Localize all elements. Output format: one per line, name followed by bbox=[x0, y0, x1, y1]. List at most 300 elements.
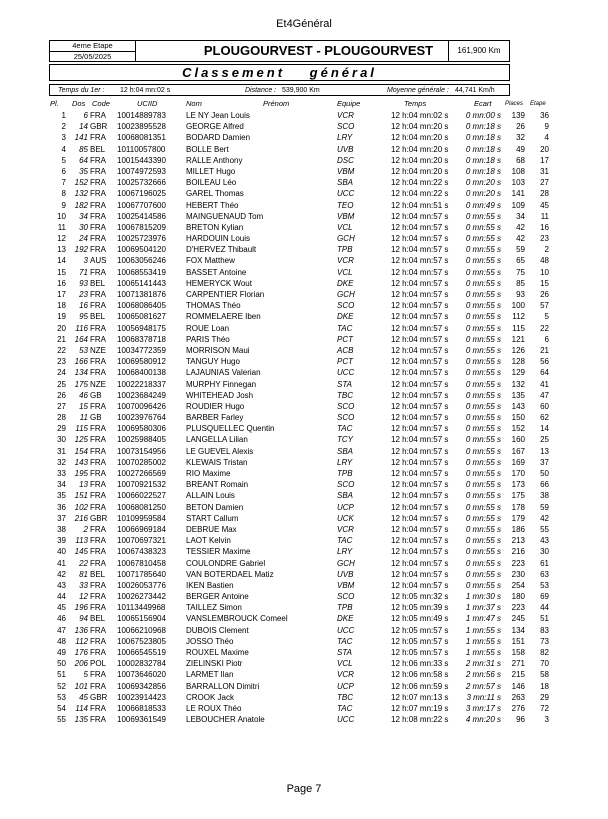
time-gap: 0 mn:00 s bbox=[465, 111, 501, 120]
uci-id: 10070285002 bbox=[117, 457, 166, 467]
bib: 34 bbox=[79, 211, 88, 221]
bib: 141 bbox=[74, 133, 88, 143]
country-code: FRA bbox=[90, 189, 106, 199]
total-time: 12 h:04 mn:57 s bbox=[391, 379, 449, 389]
stage-rank: 50 bbox=[540, 469, 549, 478]
stage-rank: 82 bbox=[540, 648, 549, 657]
team-code: UCC bbox=[337, 715, 355, 725]
bib: 143 bbox=[74, 457, 88, 467]
uci-id: 10068378718 bbox=[117, 334, 166, 344]
table-row bbox=[0, 367, 608, 378]
time-gap: 0 mn:55 s bbox=[465, 524, 501, 534]
uci-id: 10025723976 bbox=[117, 234, 166, 244]
bib: 35 bbox=[79, 166, 88, 176]
winner-time-label: Temps du 1er : bbox=[58, 87, 105, 94]
team-code: SCO bbox=[337, 480, 355, 490]
bib: 125 bbox=[74, 435, 88, 445]
uci-id: 10067438323 bbox=[117, 547, 166, 557]
col-uciid: UCIID bbox=[137, 99, 158, 108]
rider-name: COULONDRE Gabriel bbox=[186, 558, 266, 568]
bib: 134 bbox=[74, 368, 88, 378]
bib: 11 bbox=[79, 413, 88, 423]
places-points: 271 bbox=[511, 659, 525, 669]
total-distance: 539,900 Km bbox=[282, 87, 320, 94]
country-code: FRA bbox=[90, 290, 106, 299]
time-gap: 0 mn:55 s bbox=[465, 379, 501, 389]
team-code: VCL bbox=[337, 222, 353, 232]
table-row bbox=[0, 580, 608, 591]
team-code: VCR bbox=[337, 256, 354, 266]
uci-id: 10023914423 bbox=[117, 692, 166, 702]
total-time: 12 h:04 mn:57 s bbox=[391, 424, 449, 434]
table-row bbox=[0, 468, 608, 479]
col-pl: Pl. bbox=[50, 99, 59, 108]
table-row bbox=[0, 502, 608, 513]
rank: 31 bbox=[57, 446, 66, 456]
rider-name: WHITEHEAD Josh bbox=[186, 390, 254, 400]
places-points: 146 bbox=[511, 681, 525, 691]
total-time: 12 h:04 mn:22 s bbox=[391, 178, 449, 188]
rank: 32 bbox=[57, 457, 66, 467]
table-row bbox=[0, 692, 608, 703]
bib: 16 bbox=[79, 301, 88, 311]
stage-rank: 6 bbox=[544, 334, 549, 344]
rider-name: RIO Maxime bbox=[186, 469, 231, 478]
places-points: 108 bbox=[511, 166, 525, 176]
team-code: LRY bbox=[337, 133, 353, 143]
bib: 95 bbox=[79, 312, 88, 322]
time-gap: 0 mn:55 s bbox=[465, 513, 501, 523]
bib: 3 bbox=[83, 256, 88, 266]
uci-id: 10067815209 bbox=[117, 222, 166, 232]
stage-rank: 25 bbox=[540, 435, 549, 445]
time-gap: 1 mn:55 s bbox=[465, 636, 501, 646]
time-gap: 0 mn:55 s bbox=[465, 256, 501, 266]
team-code: PCT bbox=[337, 334, 353, 344]
stage-rank: 23 bbox=[540, 234, 549, 244]
stage-rank: 62 bbox=[540, 413, 549, 423]
team-code: DKE bbox=[337, 278, 354, 288]
stage-rank: 44 bbox=[540, 603, 549, 613]
country-code: FRA bbox=[90, 603, 106, 613]
time-gap: 0 mn:18 s bbox=[465, 144, 501, 154]
col-ecart: Ecart bbox=[474, 99, 492, 108]
rank: 9 bbox=[61, 200, 66, 210]
stage-rank: 27 bbox=[540, 178, 549, 188]
uci-id: 10067196025 bbox=[117, 189, 166, 199]
rank: 37 bbox=[57, 513, 66, 523]
team-code: VCL bbox=[337, 267, 353, 277]
time-gap: 0 mn:55 s bbox=[465, 301, 501, 311]
rider-name: TESSIER Maxime bbox=[186, 547, 251, 557]
rider-name: ROMMELAERE Iben bbox=[186, 312, 261, 322]
bib: 195 bbox=[74, 469, 88, 478]
stage-rank: 73 bbox=[540, 636, 549, 646]
total-time: 12 h:04 mn:57 s bbox=[391, 323, 449, 333]
bib: 5 bbox=[83, 670, 88, 680]
rank: 5 bbox=[61, 155, 66, 165]
total-time: 12 h:04 mn:57 s bbox=[391, 368, 449, 378]
rider-name: KLEWAIS Tristan bbox=[186, 457, 248, 467]
country-code: FRA bbox=[90, 368, 106, 378]
country-code: FRA bbox=[90, 625, 106, 635]
country-code: FRA bbox=[90, 670, 106, 680]
table-row bbox=[0, 211, 608, 222]
team-code: GCH bbox=[337, 290, 355, 299]
places-points: 180 bbox=[511, 592, 525, 602]
table-row bbox=[0, 434, 608, 445]
places-points: 158 bbox=[511, 648, 525, 657]
places-points: 128 bbox=[511, 357, 525, 367]
uci-id: 10069504120 bbox=[117, 245, 166, 255]
places-points: 254 bbox=[511, 580, 525, 590]
time-gap: 0 mn:55 s bbox=[465, 357, 501, 367]
team-code: SBA bbox=[337, 491, 354, 501]
stage-rank: 16 bbox=[540, 222, 549, 232]
rider-name: D'HERVEZ Thibault bbox=[186, 245, 257, 255]
rider-name: MURPHY Finnegan bbox=[186, 379, 257, 389]
places-points: 115 bbox=[512, 323, 525, 333]
country-code: FRA bbox=[90, 558, 106, 568]
stage-rank: 58 bbox=[540, 670, 549, 680]
table-row bbox=[0, 602, 608, 613]
time-gap: 0 mn:55 s bbox=[465, 401, 501, 411]
rank: 47 bbox=[57, 625, 66, 635]
table-row bbox=[0, 524, 608, 535]
rider-name: LE NY Jean Louis bbox=[186, 111, 250, 120]
country-code: FRA bbox=[90, 580, 106, 590]
stage-rank: 17 bbox=[540, 155, 549, 165]
stage-rank: 22 bbox=[540, 323, 549, 333]
time-gap: 2 mn:57 s bbox=[465, 681, 501, 691]
bib: 22 bbox=[79, 558, 88, 568]
total-time: 12 h:04 mn:57 s bbox=[391, 457, 449, 467]
time-gap: 0 mn:55 s bbox=[465, 390, 501, 400]
bib: 101 bbox=[74, 681, 88, 691]
table-row bbox=[0, 289, 608, 300]
time-gap: 0 mn:55 s bbox=[465, 368, 501, 378]
places-points: 126 bbox=[511, 345, 525, 355]
rank: 11 bbox=[57, 222, 66, 232]
stage-rank: 55 bbox=[540, 524, 549, 534]
time-gap: 0 mn:55 s bbox=[465, 345, 501, 355]
uci-id: 10066022527 bbox=[117, 491, 166, 501]
country-code: GBR bbox=[90, 122, 108, 132]
country-code: FRA bbox=[90, 547, 106, 557]
rider-name: LAOT Kelvin bbox=[186, 536, 231, 546]
country-code: FRA bbox=[90, 133, 106, 143]
country-code: FRA bbox=[90, 245, 106, 255]
stage-rank: 31 bbox=[540, 166, 549, 176]
total-time: 12 h:04 mn:57 s bbox=[391, 357, 449, 367]
stage-rank: 20 bbox=[540, 144, 549, 154]
places-points: 100 bbox=[511, 301, 525, 311]
places-points: 186 bbox=[511, 524, 525, 534]
rider-name: TANGUY Hugo bbox=[186, 357, 240, 367]
rank: 38 bbox=[57, 524, 66, 534]
places-points: 167 bbox=[511, 446, 525, 456]
team-code: UVB bbox=[337, 569, 354, 579]
rank: 21 bbox=[57, 334, 66, 344]
classification-table bbox=[0, 110, 608, 725]
stage-rank: 37 bbox=[540, 457, 549, 467]
uci-id: 10026273442 bbox=[117, 592, 166, 602]
rank: 55 bbox=[57, 715, 66, 725]
rank: 1 bbox=[61, 111, 66, 120]
places-points: 150 bbox=[511, 413, 525, 423]
team-code: UCK bbox=[337, 513, 354, 523]
stage-rank: 5 bbox=[544, 312, 549, 322]
time-gap: 0 mn:18 s bbox=[465, 133, 501, 143]
uci-id: 10068086405 bbox=[117, 301, 166, 311]
rank: 10 bbox=[57, 211, 66, 221]
stage-rank: 63 bbox=[540, 569, 549, 579]
places-points: 263 bbox=[511, 692, 525, 702]
rider-name: THOMAS Théo bbox=[186, 301, 241, 311]
places-points: 26 bbox=[516, 122, 525, 132]
time-gap: 0 mn:55 s bbox=[465, 334, 501, 344]
table-row bbox=[0, 110, 608, 121]
stage-rank: 14 bbox=[540, 424, 549, 434]
team-code: VCL bbox=[337, 659, 353, 669]
total-time: 12 h:04 mn:57 s bbox=[391, 345, 449, 355]
team-code: SCO bbox=[337, 301, 355, 311]
total-time: 12 h:04 mn:57 s bbox=[391, 491, 449, 501]
time-gap: 0 mn:55 s bbox=[465, 424, 501, 434]
total-time: 12 h:05 mn:57 s bbox=[391, 625, 449, 635]
stage-rank: 42 bbox=[540, 513, 549, 523]
table-row bbox=[0, 300, 608, 311]
stage-rank: 53 bbox=[540, 580, 549, 590]
table-row bbox=[0, 323, 608, 334]
places-points: 121 bbox=[511, 334, 525, 344]
uci-id: 10066818533 bbox=[117, 703, 166, 713]
rank: 44 bbox=[57, 592, 66, 602]
places-points: 103 bbox=[511, 178, 525, 188]
rider-name: LE GUEVEL Alexis bbox=[186, 446, 254, 456]
table-row bbox=[0, 334, 608, 345]
rider-name: HARDOUIN Louis bbox=[186, 234, 251, 244]
country-code: GB bbox=[90, 390, 102, 400]
bib: 33 bbox=[79, 580, 88, 590]
country-code: FRA bbox=[90, 681, 106, 691]
places-points: 223 bbox=[511, 558, 525, 568]
bib: 24 bbox=[79, 234, 88, 244]
places-points: 85 bbox=[516, 278, 525, 288]
total-time: 12 h:05 mn:57 s bbox=[391, 648, 449, 657]
places-points: 75 bbox=[516, 267, 525, 277]
total-time: 12 h:04 mn:51 s bbox=[391, 200, 449, 210]
stage-rank: 10 bbox=[540, 267, 549, 277]
stage-rank: 3 bbox=[544, 715, 549, 725]
total-time: 12 h:04 mn:57 s bbox=[391, 413, 449, 423]
rider-name: BASSET Antoine bbox=[186, 267, 247, 277]
rider-name: LE ROUX Théo bbox=[186, 703, 242, 713]
rank: 20 bbox=[57, 323, 66, 333]
table-row bbox=[0, 625, 608, 636]
rank: 33 bbox=[57, 469, 66, 478]
places-points: 42 bbox=[516, 234, 525, 244]
total-time: 12 h:04 mn:57 s bbox=[391, 301, 449, 311]
table-row bbox=[0, 569, 608, 580]
team-code: TBC bbox=[337, 692, 353, 702]
total-time: 12 h:04 mn:57 s bbox=[391, 480, 449, 490]
summary-bar bbox=[49, 84, 510, 96]
places-points: 276 bbox=[511, 703, 525, 713]
stage-rank: 2 bbox=[544, 245, 549, 255]
stage-rank: 26 bbox=[540, 290, 549, 299]
rank: 6 bbox=[61, 166, 66, 176]
team-code: VBM bbox=[337, 166, 355, 176]
uci-id: 10034772359 bbox=[117, 345, 166, 355]
bib: 102 bbox=[74, 502, 88, 512]
total-time: 12 h:04 mn:57 s bbox=[391, 569, 449, 579]
places-points: 96 bbox=[516, 715, 525, 725]
total-time: 12 h:04 mn:20 s bbox=[391, 166, 449, 176]
table-row bbox=[0, 613, 608, 624]
bib: 114 bbox=[75, 703, 88, 713]
team-code: SBA bbox=[337, 178, 354, 188]
col-temps: Temps bbox=[404, 99, 427, 108]
table-row bbox=[0, 446, 608, 457]
bib: 30 bbox=[79, 222, 88, 232]
time-gap: 3 mn:17 s bbox=[465, 703, 501, 713]
total-time: 12 h:04 mn:57 s bbox=[391, 390, 449, 400]
stage-rank: 18 bbox=[540, 681, 549, 691]
total-time: 12 h:04 mn:57 s bbox=[391, 580, 449, 590]
places-points: 152 bbox=[511, 424, 525, 434]
rider-name: PLUSQUELLEC Quentin bbox=[186, 424, 275, 434]
rider-name: CROOK Jack bbox=[186, 692, 235, 702]
team-code: SBA bbox=[337, 446, 354, 456]
team-code: SCO bbox=[337, 122, 355, 132]
time-gap: 0 mn:55 s bbox=[465, 446, 501, 456]
team-code: TPB bbox=[337, 603, 353, 613]
rider-name: TAILLEZ Simon bbox=[186, 603, 242, 613]
bib: 2 bbox=[83, 524, 88, 534]
rider-name: BARBER Farley bbox=[186, 413, 244, 423]
total-time: 12 h:04 mn:57 s bbox=[391, 524, 449, 534]
country-code: FRA bbox=[90, 648, 106, 657]
places-points: 175 bbox=[511, 491, 525, 501]
stage-rank: 38 bbox=[540, 491, 549, 501]
time-gap: 1 mn:30 s bbox=[465, 592, 501, 602]
table-row bbox=[0, 233, 608, 244]
rider-name: LEBOUCHER Anatole bbox=[186, 715, 265, 725]
uci-id: 10023684249 bbox=[117, 390, 166, 400]
bib: 145 bbox=[74, 547, 88, 557]
uci-id: 10065081627 bbox=[117, 312, 166, 322]
team-code: TCY bbox=[337, 435, 353, 445]
time-gap: 0 mn:55 s bbox=[465, 547, 501, 557]
winner-time: 12 h:04 mn:02 s bbox=[120, 87, 171, 94]
country-code: GBR bbox=[90, 513, 108, 523]
places-points: 141 bbox=[511, 189, 525, 199]
col-code: Code bbox=[92, 99, 110, 108]
stage-rank: 21 bbox=[540, 345, 549, 355]
rider-name: RALLE Anthony bbox=[186, 155, 243, 165]
team-code: UCP bbox=[337, 502, 354, 512]
table-row bbox=[0, 278, 608, 289]
table-row bbox=[0, 166, 608, 177]
uci-id: 10071785640 bbox=[117, 569, 166, 579]
country-code: BEL bbox=[90, 614, 106, 624]
total-time: 12 h:04 mn:57 s bbox=[391, 547, 449, 557]
team-code: TPB bbox=[337, 245, 353, 255]
bib: 206 bbox=[74, 659, 88, 669]
country-code: NZE bbox=[90, 379, 106, 389]
rank: 54 bbox=[57, 703, 66, 713]
country-code: FRA bbox=[90, 155, 106, 165]
team-code: UVB bbox=[337, 144, 354, 154]
places-points: 65 bbox=[516, 256, 525, 266]
uci-id: 10027266569 bbox=[117, 469, 166, 478]
country-code: POL bbox=[90, 659, 107, 669]
country-code: FRA bbox=[90, 111, 106, 120]
rank: 42 bbox=[57, 569, 66, 579]
total-time: 12 h:04 mn:22 s bbox=[391, 189, 449, 199]
page-number: Page 7 bbox=[286, 783, 322, 795]
rank: 50 bbox=[57, 659, 66, 669]
time-gap: 3 mn:11 s bbox=[466, 692, 501, 702]
country-code: FRA bbox=[90, 480, 106, 490]
rider-name: GAREL Thomas bbox=[186, 189, 244, 199]
total-time: 12 h:04 mn:57 s bbox=[391, 469, 449, 478]
rider-name: BREANT Romain bbox=[186, 480, 249, 490]
bib: 64 bbox=[79, 155, 88, 165]
table-row bbox=[0, 267, 608, 278]
total-time: 12 h:04 mn:57 s bbox=[391, 234, 449, 244]
places-points: 173 bbox=[511, 480, 525, 490]
rank: 43 bbox=[57, 580, 66, 590]
places-points: 59 bbox=[516, 245, 525, 255]
time-gap: 0 mn:55 s bbox=[465, 536, 501, 546]
uci-id: 10070697321 bbox=[117, 536, 166, 546]
stage-rank: 47 bbox=[540, 390, 549, 400]
total-time: 12 h:04 mn:20 s bbox=[391, 144, 449, 154]
stage-rank: 45 bbox=[540, 200, 549, 210]
rider-name: CARPENTIER Florian bbox=[186, 290, 265, 299]
table-row bbox=[0, 345, 608, 356]
total-time: 12 h:07 mn:13 s bbox=[391, 692, 449, 702]
table-row bbox=[0, 255, 608, 266]
country-code: FRA bbox=[90, 334, 106, 344]
stage-rank: 83 bbox=[540, 625, 549, 635]
uci-id: 10015443390 bbox=[117, 155, 166, 165]
time-gap: 4 mn:20 s bbox=[465, 715, 501, 725]
time-gap: 1 mn:55 s bbox=[465, 648, 501, 657]
bib: 6 bbox=[83, 111, 88, 120]
country-code: FRA bbox=[90, 469, 106, 478]
time-gap: 0 mn:18 s bbox=[465, 166, 501, 176]
bib: 151 bbox=[74, 491, 88, 501]
team-code: DKE bbox=[337, 312, 354, 322]
places-points: 143 bbox=[511, 401, 525, 411]
stage-label: 4eme Etape bbox=[50, 41, 135, 52]
uci-id: 10067707600 bbox=[117, 200, 166, 210]
uci-id: 10067523805 bbox=[117, 636, 166, 646]
team-code: STA bbox=[337, 648, 352, 657]
table-row bbox=[0, 356, 608, 367]
bib: 136 bbox=[74, 625, 88, 635]
places-points: 93 bbox=[516, 290, 525, 299]
total-time: 12 h:04 mn:20 s bbox=[391, 155, 449, 165]
rider-name: VANSLEMBROUCK Comeel bbox=[186, 614, 288, 624]
rank: 26 bbox=[57, 390, 66, 400]
total-time: 12 h:04 mn:57 s bbox=[391, 435, 449, 445]
uci-id: 10025732666 bbox=[117, 178, 166, 188]
total-time: 12 h:04 mn:20 s bbox=[391, 133, 449, 143]
